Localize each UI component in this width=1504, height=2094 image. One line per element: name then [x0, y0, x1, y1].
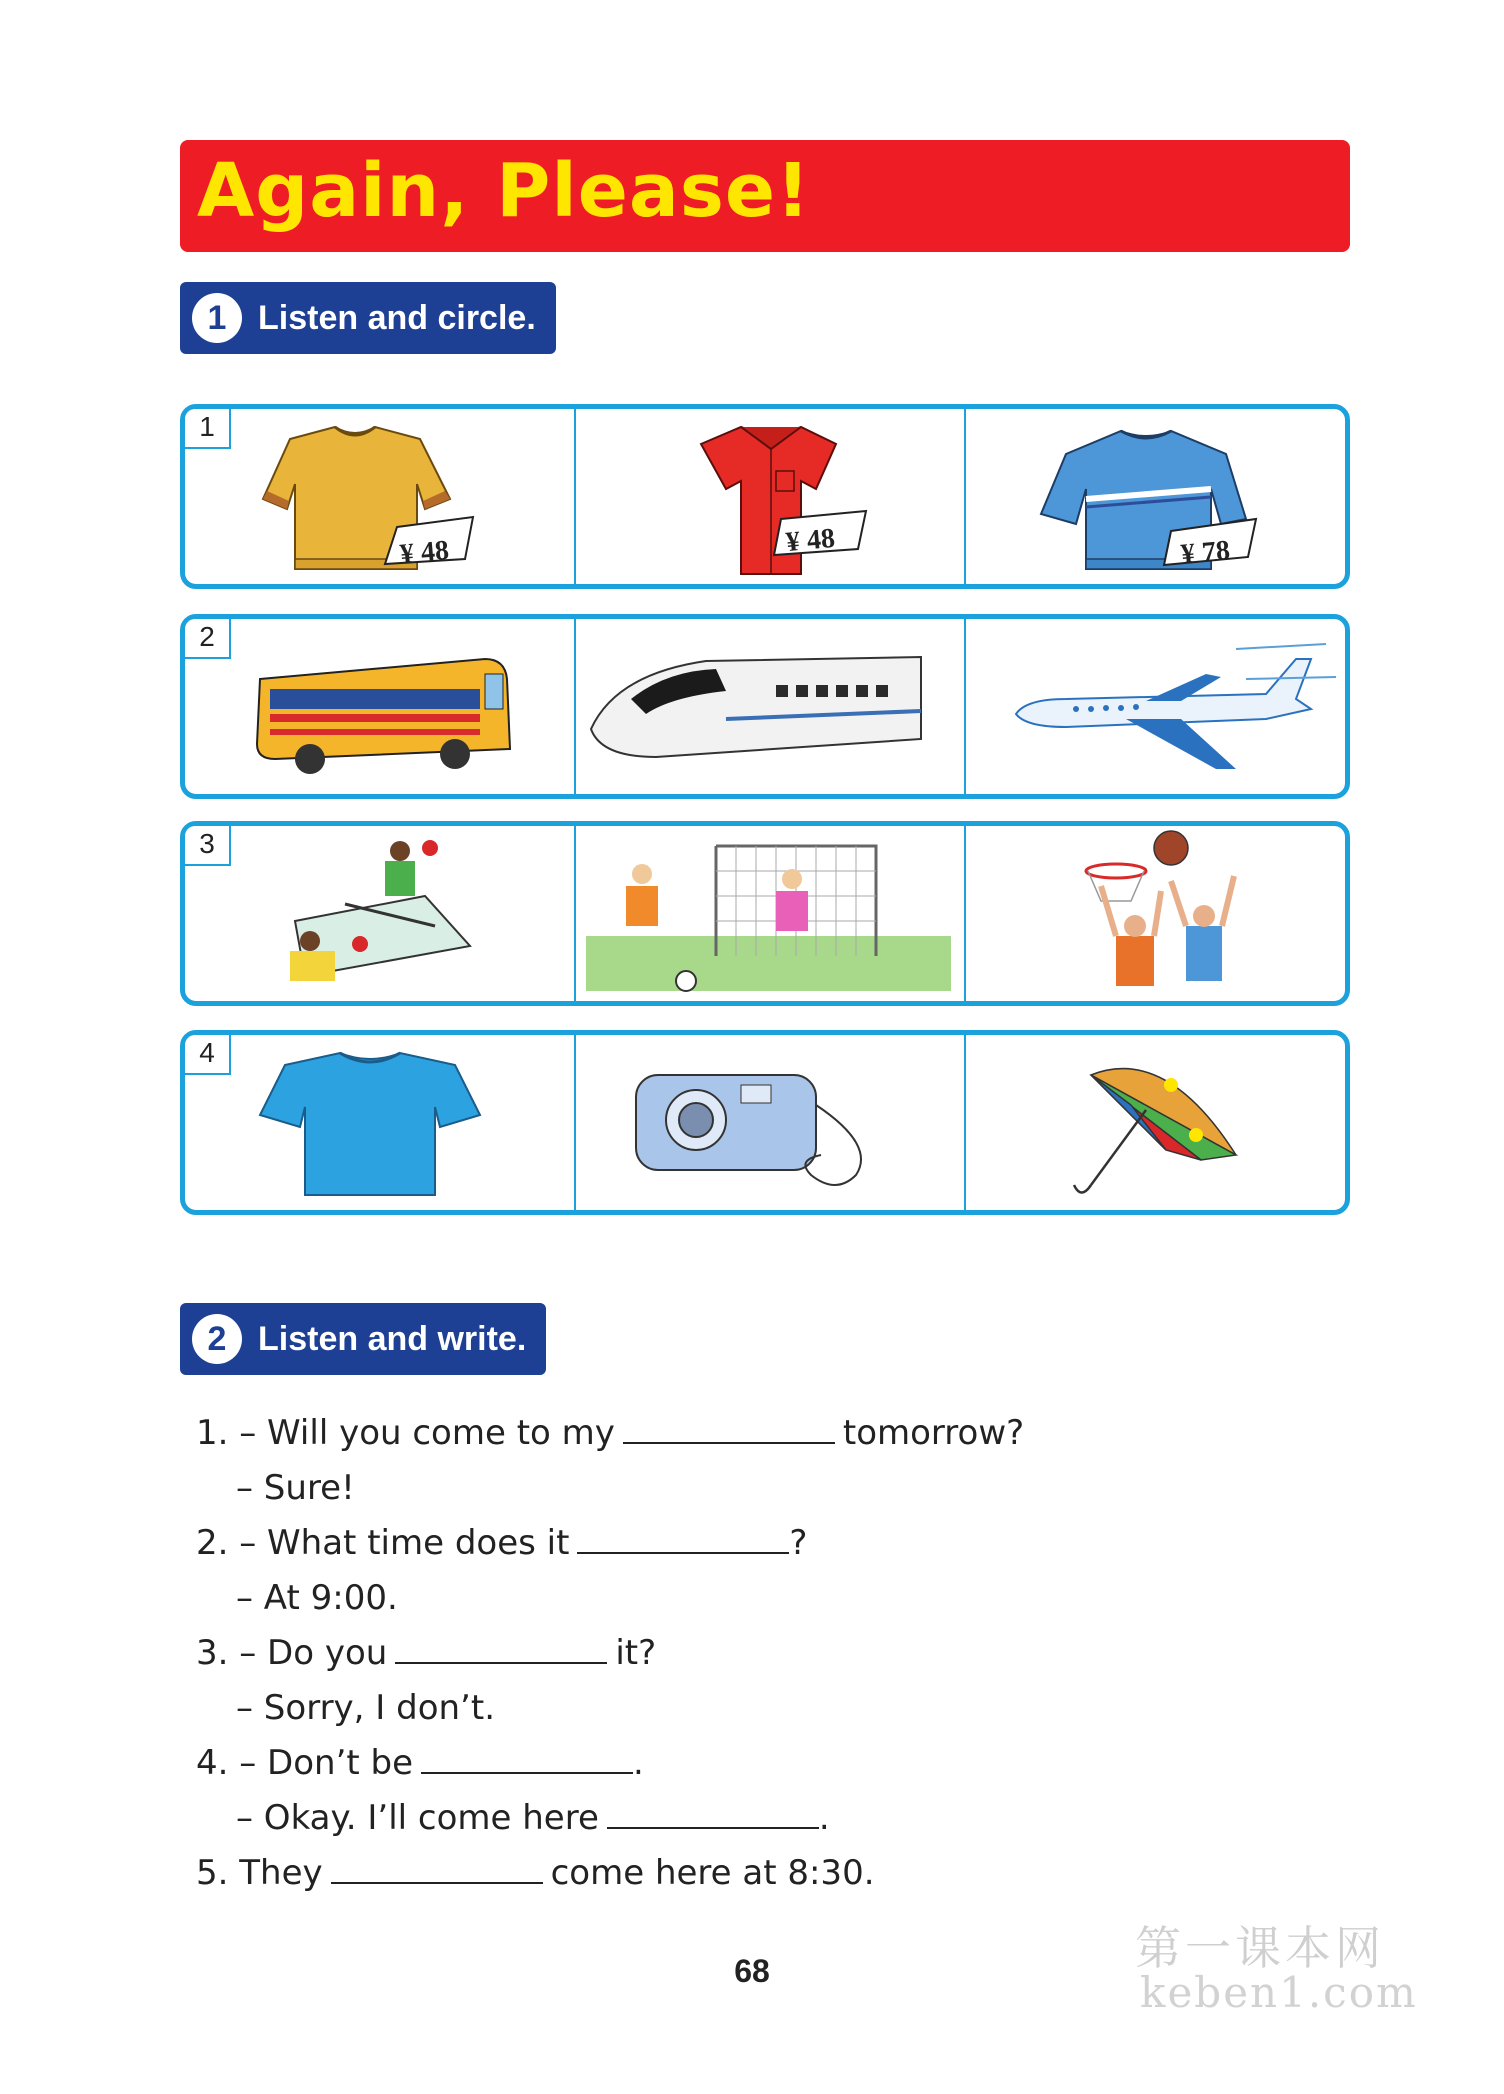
task-header-2: [180, 1303, 546, 1375]
task-number-1: 1: [192, 293, 242, 343]
task-header-1: [180, 282, 556, 354]
option-ping-pong[interactable]: [185, 826, 574, 1001]
option-plane[interactable]: [964, 619, 1355, 794]
price-tag: ¥ 48: [398, 534, 451, 571]
option-bus[interactable]: [185, 619, 574, 794]
answer-blank[interactable]: [395, 1632, 607, 1664]
task-label-2: Listen and write.: [258, 1319, 527, 1358]
answer-blank[interactable]: [421, 1742, 633, 1774]
row-number: 2: [185, 619, 231, 659]
row-number: 1: [185, 409, 231, 449]
watermark-chinese: 第一课本网: [1135, 1921, 1385, 1975]
circle-row-2: [180, 614, 1350, 799]
basketball-icon: [966, 826, 1355, 1001]
umbrella-icon: [966, 1035, 1355, 1210]
answer-blank[interactable]: [577, 1522, 789, 1554]
yellow-sweater-icon: [185, 409, 574, 584]
row-number: 4: [185, 1035, 231, 1075]
exercise-line: 2. – What time does it ?: [196, 1523, 808, 1563]
soccer-icon: [576, 826, 965, 1001]
exercise-line: – Sure!: [236, 1468, 355, 1508]
exercise-line: – Sorry, I don’t.: [236, 1688, 496, 1728]
option-soccer[interactable]: [574, 826, 965, 1001]
task-number-2: 2: [192, 1314, 242, 1364]
train-icon: [576, 619, 965, 794]
exercise-line: – Okay. I’ll come here .: [236, 1798, 830, 1838]
ping-pong-icon: [185, 826, 574, 1001]
row-number: 3: [185, 826, 231, 866]
bus-icon: [185, 619, 574, 794]
exercise-line: 5. They come here at 8:30.: [196, 1853, 875, 1893]
option-red-shirt[interactable]: [574, 409, 965, 584]
plane-icon: [966, 619, 1355, 794]
page-title: Again, Please!: [197, 148, 811, 234]
circle-row-1: [180, 404, 1350, 589]
red-shirt-icon: [576, 409, 965, 584]
option-train[interactable]: [574, 619, 965, 794]
task-label-1: Listen and circle.: [258, 298, 536, 337]
option-yellow-sweater[interactable]: [185, 409, 574, 584]
answer-blank[interactable]: [607, 1797, 819, 1829]
watermark-url: keben1.com: [1140, 1968, 1418, 2017]
option-basketball[interactable]: [964, 826, 1355, 1001]
circle-row-3: [180, 821, 1350, 1006]
t-shirt-icon: [185, 1035, 574, 1210]
option-t-shirt[interactable]: [185, 1035, 574, 1210]
option-blue-sweater[interactable]: [964, 409, 1355, 584]
page-number: 68: [734, 1953, 770, 1989]
circle-row-4: [180, 1030, 1350, 1215]
exercise-line: 4. – Don’t be .: [196, 1743, 644, 1783]
exercise-line: 3. – Do you it?: [196, 1633, 657, 1673]
price-tag: ¥ 78: [1179, 534, 1232, 571]
title-banner: [180, 140, 1350, 252]
write-exercise: [196, 1406, 1296, 1901]
blue-sweater-icon: [966, 409, 1355, 584]
camera-icon: [576, 1035, 965, 1210]
price-tag: ¥ 48: [784, 522, 837, 559]
answer-blank[interactable]: [331, 1852, 543, 1884]
option-umbrella[interactable]: [964, 1035, 1355, 1210]
answer-blank[interactable]: [623, 1412, 835, 1444]
exercise-line: – At 9:00.: [236, 1578, 398, 1618]
exercise-line: 1. – Will you come to my tomorrow?: [196, 1413, 1025, 1453]
option-camera[interactable]: [574, 1035, 965, 1210]
